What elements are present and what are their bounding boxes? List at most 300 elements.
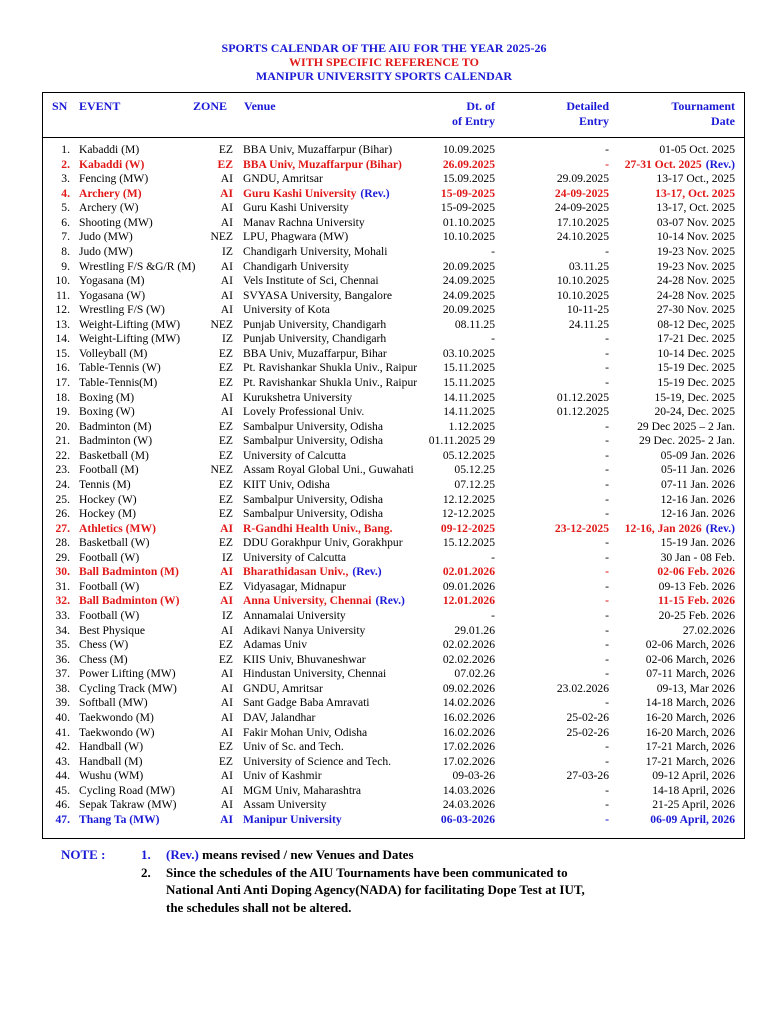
row-venue-text: Sambalpur University, Odisha: [243, 434, 383, 448]
row-tournament-date: [563, 522, 735, 537]
row-tournament-date: [563, 405, 735, 420]
row-tournament-date-text: 08-12 Dec, 2025: [657, 317, 735, 331]
row-detailed-entry: -: [605, 594, 609, 608]
row-venue-rev: (Rev.): [375, 594, 405, 608]
row-sn: 22.: [55, 448, 70, 462]
row-detailed-entry: -: [605, 507, 609, 521]
row-zone: NEZ: [210, 317, 233, 331]
row-tournament-date: [563, 784, 735, 799]
row-venue-text: Hindustan University, Chennai: [243, 667, 387, 681]
row-zone: AI: [220, 274, 233, 288]
row-detailed-entry: -: [605, 565, 609, 579]
row-venue: [243, 609, 346, 624]
row-venue: [243, 551, 346, 566]
row-detailed-entry: 24-09-2025: [554, 186, 609, 200]
col-header-venue: Venue: [244, 99, 276, 113]
row-tournament-date: [563, 274, 735, 289]
row-venue: [243, 201, 349, 216]
row-tournament-date-text: 13-17, Oct. 2025: [655, 186, 735, 200]
row-sn: 32.: [55, 594, 70, 608]
row-detailed-entry: -: [605, 638, 609, 652]
row-event: Yogasana (M): [79, 274, 145, 288]
table-row: [43, 478, 744, 493]
note-2-number: 2.: [141, 864, 151, 880]
row-tournament-date: [563, 638, 735, 653]
row-detailed-entry: 27-03-26: [566, 769, 609, 783]
row-detailed-entry: 01.12.2025: [556, 405, 609, 419]
row-venue-text: Annamalai University: [243, 609, 346, 622]
row-event: Wrestling F/S (W): [79, 303, 165, 317]
row-tournament-date-text: 05-11 Jan. 2026: [661, 463, 735, 477]
row-entry-date: 15.11.2025: [443, 376, 495, 389]
row-event: Judo (MW): [79, 244, 133, 258]
row-venue-text: R-Gandhi Health Univ., Bang.: [243, 521, 393, 535]
table-row: [43, 580, 744, 595]
row-sn: 29.: [55, 550, 70, 564]
row-detailed-entry: 23.02.2026: [556, 681, 609, 695]
row-zone: IZ: [222, 244, 233, 258]
row-tournament-date: [563, 463, 735, 478]
row-entry-date: 15-09-2025: [440, 201, 495, 215]
row-tournament-date: [563, 740, 735, 755]
row-tournament-date: [563, 289, 735, 304]
row-venue-text: Sambalpur University, Odisha: [243, 507, 383, 521]
row-detailed-entry: -: [605, 434, 609, 448]
row-venue: [243, 711, 315, 726]
table-row: [43, 609, 744, 624]
row-entry-date: 05.12.25: [454, 463, 495, 477]
row-venue-text: Assam University: [243, 798, 327, 812]
row-entry-date: 02.02.2026: [442, 638, 495, 652]
row-venue-text: MGM Univ, Maharashtra: [243, 783, 362, 797]
row-detailed-entry: -: [605, 536, 609, 550]
row-event: Hockey (W): [79, 492, 137, 506]
row-sn: 30.: [55, 565, 70, 579]
row-venue: [243, 172, 323, 187]
row-tournament-date-text: 03-07 Nov. 2025: [656, 215, 735, 229]
row-detailed-entry: 24-09-2025: [554, 201, 609, 215]
row-detailed-entry: 25-02-26: [566, 725, 609, 739]
row-tournament-date-text: 09-13, Mar 2026: [656, 681, 735, 695]
row-venue-text: Guru Kashi University: [243, 186, 357, 200]
row-entry-date: 07.02.26: [454, 667, 495, 681]
row-tournament-date-text: 14-18 April, 2026: [652, 783, 735, 797]
row-tournament-date-text: 15-19 Jan. 2026: [660, 536, 735, 550]
row-tournament-date: [563, 420, 735, 435]
row-detailed-entry: -: [605, 696, 609, 710]
row-tournament-date-text: 19-23 Nov. 2025: [656, 259, 735, 273]
row-sn: 15.: [55, 346, 70, 360]
row-event: Football (W): [79, 579, 140, 593]
row-sn: 4.: [61, 186, 70, 200]
row-zone: AI: [220, 521, 233, 535]
row-zone: EZ: [218, 638, 233, 652]
row-venue: [243, 274, 379, 289]
row-entry-date: 12.12.2025: [442, 492, 495, 506]
col-header-detailed-line1: Detailed: [566, 99, 609, 113]
row-event: Table-Tennis(M): [79, 376, 158, 389]
row-entry-date: 16.02.2026: [442, 710, 495, 724]
row-entry-date: 15.12.2025: [442, 536, 495, 550]
row-sn: 26.: [55, 507, 70, 521]
row-venue-text: BBA Univ, Muzaffarpur (Bihar): [243, 157, 402, 171]
row-venue: [243, 565, 382, 580]
row-sn: 27.: [55, 521, 70, 535]
row-entry-date: -: [491, 550, 495, 564]
table-row: [43, 653, 744, 668]
row-venue-text: University of Calcutta: [243, 550, 347, 564]
row-tournament-date: [563, 478, 735, 493]
row-zone: AI: [220, 667, 233, 681]
note-1-body: means revised / new Venues and Dates: [202, 847, 414, 862]
table-row: [43, 536, 744, 551]
row-tournament-date: [563, 755, 735, 770]
row-entry-date: 15-09-2025: [440, 186, 495, 200]
row-tournament-date-text: 07-11 March, 2026: [646, 667, 735, 681]
col-header-entry-date-line1: Dt. of: [466, 99, 495, 113]
row-zone: AI: [220, 681, 233, 695]
row-venue: [243, 347, 387, 362]
row-sn: 19.: [55, 405, 70, 419]
row-zone: EZ: [218, 361, 233, 375]
row-zone: AI: [220, 623, 233, 637]
row-sn: 2.: [61, 157, 70, 171]
row-entry-date: 09.02.2026: [442, 681, 495, 695]
row-event: Cycling Road (MW): [79, 783, 175, 797]
row-sn: 39.: [55, 696, 70, 710]
row-event: Power Lifting (MW): [79, 667, 176, 681]
row-venue: [243, 143, 392, 158]
row-event: Fencing (MW): [79, 172, 149, 186]
row-tournament-date: [563, 158, 735, 173]
row-event: Taekwondo (M): [79, 710, 154, 724]
row-zone: IZ: [222, 609, 233, 622]
row-venue-text: Assam Royal Global Uni., Guwahati: [243, 463, 414, 477]
row-detailed-entry: -: [605, 609, 609, 622]
row-venue: [243, 740, 344, 755]
row-zone: AI: [220, 201, 233, 215]
row-zone: AI: [220, 405, 233, 419]
row-sn: 46.: [55, 798, 70, 812]
row-sn: 25.: [55, 492, 70, 506]
row-tournament-date: [563, 624, 735, 639]
row-tournament-date-text: 15-19 Dec. 2025: [657, 376, 735, 389]
table-row: [43, 711, 744, 726]
row-entry-date: 17.02.2026: [442, 740, 495, 754]
row-tournament-date-text: 24-28 Nov. 2025: [656, 288, 735, 302]
table-row: [43, 391, 744, 406]
row-tournament-date: [563, 332, 735, 347]
row-tournament-date-text: 14-18 March, 2026: [645, 696, 735, 710]
row-sn: 33.: [55, 609, 70, 622]
row-tournament-date-text: 02-06 March, 2026: [645, 638, 735, 652]
row-venue-text: DDU Gorakhpur Univ, Gorakhpur: [243, 536, 403, 550]
row-tournament-rev: (Rev.): [705, 521, 735, 535]
row-sn: 24.: [55, 477, 70, 491]
row-sn: 13.: [55, 317, 70, 331]
row-zone: AI: [220, 172, 233, 186]
table-row: [43, 624, 744, 639]
row-venue-text: University of Kota: [243, 303, 330, 317]
row-event: Weight-Lifting (MW): [79, 317, 181, 331]
row-tournament-date: [563, 143, 735, 158]
row-detailed-entry: 23-12-2025: [554, 521, 609, 535]
row-venue-text: KIIS Univ, Bhuvaneshwar: [243, 652, 366, 666]
row-venue-text: LPU, Phagwara (MW): [243, 230, 349, 244]
row-entry-date: 10.09.2025: [442, 143, 495, 156]
row-event: Chess (W): [79, 638, 129, 652]
row-zone: EZ: [218, 346, 233, 360]
row-entry-date: 20.09.2025: [442, 303, 495, 317]
table-row: [43, 755, 744, 770]
row-tournament-date: [563, 609, 735, 624]
row-venue-text: Manav Rachna University: [243, 215, 365, 229]
row-zone: EZ: [218, 448, 233, 462]
row-tournament-date-text: 12-16 Jan. 2026: [660, 507, 735, 521]
row-entry-date: 14.11.2025: [443, 405, 495, 419]
row-tournament-date: [563, 798, 735, 813]
row-venue-text: DAV, Jalandhar: [243, 710, 316, 724]
document-title-block: [0, 41, 768, 83]
row-venue: [243, 303, 330, 318]
row-venue: [243, 449, 346, 464]
sports-calendar-table: [42, 92, 745, 839]
row-entry-date: 09-12-2025: [440, 521, 495, 535]
row-sn: 36.: [55, 652, 70, 666]
row-event: Boxing (M): [79, 390, 135, 404]
row-zone: EZ: [217, 157, 233, 171]
row-detailed-entry: -: [605, 812, 609, 826]
row-sn: 10.: [55, 274, 70, 288]
row-zone: EZ: [218, 579, 233, 593]
row-zone: AI: [220, 769, 233, 783]
row-tournament-date-text: 10-14 Dec. 2025: [657, 346, 735, 360]
row-venue-text: Sambalpur University, Odisha: [243, 419, 383, 433]
row-detailed-entry: -: [605, 244, 609, 258]
row-detailed-entry: -: [605, 361, 609, 375]
row-detailed-entry: -: [605, 783, 609, 797]
table-row: [43, 551, 744, 566]
row-tournament-date: [563, 187, 735, 202]
row-sn: 34.: [55, 623, 70, 637]
row-venue-text: GNDU, Amritsar: [243, 681, 323, 695]
row-event: Basketball (M): [79, 448, 149, 462]
row-zone: AI: [220, 288, 233, 302]
row-tournament-date: [563, 769, 735, 784]
row-detailed-entry: -: [605, 550, 609, 564]
row-event: Athletics (MW): [79, 521, 156, 535]
row-event: Best Physique: [79, 623, 146, 637]
row-tournament-date-text: 30 Jan - 08 Feb.: [660, 550, 735, 564]
col-header-tournament-line2: Date: [711, 114, 735, 128]
row-sn: 3.: [61, 172, 70, 186]
row-event: Football (W): [79, 609, 140, 622]
row-sn: 8.: [61, 244, 70, 258]
row-event: Badminton (M): [79, 419, 152, 433]
row-venue: [243, 726, 367, 741]
title-line-2: WITH SPECIFIC REFERENCE TO: [289, 55, 479, 69]
row-venue: [243, 507, 383, 522]
row-event: Ball Badminton (M): [79, 565, 179, 579]
row-entry-date: 05.12.2025: [442, 448, 495, 462]
table-row: [43, 594, 744, 609]
row-tournament-date-text: 13-17 Oct., 2025: [656, 172, 735, 186]
row-tournament-date: [563, 667, 735, 682]
row-event: Sepak Takraw (MW): [79, 798, 177, 812]
row-tournament-date-text: 21-25 April, 2026: [652, 798, 735, 812]
row-entry-date: 16.02.2026: [442, 725, 495, 739]
row-venue-text: Vels Institute of Sci, Chennai: [243, 274, 379, 288]
table-body: [43, 143, 744, 827]
row-tournament-date-text: 29 Dec. 2025- 2 Jan.: [639, 434, 735, 448]
row-venue: [243, 580, 346, 595]
col-header-detailed-entry: [513, 99, 609, 129]
row-tournament-date: [563, 391, 735, 406]
table-row: [43, 449, 744, 464]
row-venue: [243, 289, 392, 304]
row-venue-text: Sant Gadge Baba Amravati: [243, 696, 370, 710]
table-row: [43, 172, 744, 187]
row-tournament-date-text: 09-13 Feb. 2026: [658, 579, 735, 593]
row-venue: [243, 624, 365, 639]
row-tournament-date-text: 27-31 Oct. 2025: [624, 157, 702, 171]
row-detailed-entry: 25-02-26: [566, 710, 609, 724]
row-venue: [243, 478, 330, 493]
row-sn: 1.: [61, 143, 70, 156]
row-venue-text: Lovely Professional Univ.: [243, 405, 365, 419]
row-venue-text: Punjab University, Chandigarh: [243, 332, 387, 346]
row-detailed-entry: -: [605, 623, 609, 637]
row-venue-text: Sambalpur University, Odisha: [243, 492, 383, 506]
row-tournament-date-text: 12-16 Jan. 2026: [660, 492, 735, 506]
col-header-tournament-date: [635, 99, 735, 129]
row-entry-date: 07.12.25: [454, 477, 495, 491]
row-entry-date: 03.10.2025: [442, 346, 495, 360]
row-tournament-date-text: 17-21 March, 2026: [645, 754, 735, 768]
note-2-line-1: Since the schedules of the AIU Tournaments have been communicated to: [166, 864, 568, 880]
row-tournament-date: [563, 536, 735, 551]
row-entry-date: 06-03-2026: [440, 812, 495, 826]
row-zone: AI: [220, 186, 233, 200]
row-sn: 42.: [55, 740, 70, 754]
row-sn: 28.: [55, 536, 70, 550]
row-tournament-date-text: 05-09 Jan. 2026: [660, 448, 735, 462]
row-detailed-entry: -: [605, 419, 609, 433]
row-detailed-entry: 10-11-25: [566, 303, 609, 317]
row-sn: 37.: [55, 667, 70, 681]
row-venue-text: Kurukshetra University: [243, 390, 353, 404]
row-tournament-date-text: 13-17, Oct. 2025: [656, 201, 735, 215]
table-row: [43, 565, 744, 580]
col-header-event: EVENT: [79, 99, 121, 113]
row-detailed-entry: -: [605, 579, 609, 593]
row-event: Cycling Track (MW): [79, 681, 177, 695]
row-venue: [243, 318, 386, 333]
row-entry-date: 10.10.2025: [442, 230, 495, 244]
row-entry-date: -: [491, 244, 495, 258]
row-tournament-date: [563, 216, 735, 231]
table-row: [43, 726, 744, 741]
col-header-entry-date: [423, 99, 495, 129]
row-sn: 11.: [55, 288, 70, 302]
row-zone: AI: [220, 565, 233, 579]
table-row: [43, 318, 744, 333]
row-venue-text: Univ of Kashmir: [243, 769, 322, 783]
row-entry-date: 09-03-26: [452, 769, 495, 783]
col-header-entry-date-line2: of Entry: [452, 114, 495, 128]
col-header-zone: ZONE: [193, 99, 228, 113]
table-row: [43, 405, 744, 420]
row-tournament-date-text: 29 Dec 2025 – 2 Jan.: [637, 419, 735, 433]
row-event: Handball (M): [79, 754, 143, 768]
row-zone: AI: [220, 783, 233, 797]
row-event: Weight-Lifting (MW): [79, 332, 181, 346]
table-row: [43, 463, 744, 478]
row-tournament-date: [563, 376, 735, 391]
col-header-tournament-line1: Tournament: [671, 99, 735, 113]
row-venue: [243, 405, 364, 420]
row-event: Wushu (WM): [79, 769, 144, 783]
row-event: Football (M): [79, 463, 139, 477]
row-event: Ball Badminton (W): [79, 594, 180, 608]
row-tournament-date: [563, 813, 735, 828]
row-tournament-date-text: 10-14 Nov. 2025: [656, 230, 735, 244]
row-venue: [243, 434, 383, 449]
row-tournament-date-text: 19-23 Nov. 2025: [656, 244, 735, 258]
row-tournament-date: [563, 347, 735, 362]
row-tournament-date: [563, 565, 735, 580]
row-venue: [243, 638, 307, 653]
row-entry-date: 24.09.2025: [442, 274, 495, 288]
note-2-line-3: the schedules shall not be altered.: [166, 899, 352, 915]
row-entry-date: -: [491, 332, 495, 346]
row-venue: [243, 216, 365, 231]
row-sn: 41.: [55, 725, 70, 739]
row-sn: 45.: [55, 783, 70, 797]
row-zone: AI: [220, 303, 233, 317]
row-venue-text: Guru Kashi University: [243, 201, 349, 215]
table-row: [43, 740, 744, 755]
row-zone: EZ: [218, 740, 233, 754]
row-sn: 7.: [61, 230, 70, 244]
row-venue: [243, 667, 386, 682]
row-detailed-entry: -: [605, 798, 609, 812]
row-zone: EZ: [218, 477, 233, 491]
row-venue-text: Punjab University, Chandigarh: [243, 317, 387, 331]
row-sn: 18.: [55, 390, 70, 404]
row-sn: 12.: [55, 303, 70, 317]
row-venue-rev: (Rev.): [352, 565, 382, 579]
row-venue-text: Chandigarh University: [243, 259, 349, 273]
row-tournament-date-text: 02-06 March, 2026: [645, 652, 735, 666]
row-venue: [243, 769, 322, 784]
row-tournament-date-text: 17-21 March, 2026: [645, 740, 735, 754]
row-entry-date: 09.01.2026: [442, 579, 495, 593]
row-entry-date: -: [491, 609, 495, 622]
row-venue: [243, 653, 366, 668]
row-entry-date: 12-12.2025: [441, 507, 495, 521]
row-venue-text: GNDU, Amritsar: [243, 172, 323, 186]
row-detailed-entry: 17.10.2025: [556, 215, 609, 229]
row-venue: [243, 696, 370, 711]
row-sn: 16.: [55, 361, 70, 375]
row-tournament-date-text: 20-24, Dec. 2025: [654, 405, 735, 419]
row-tournament-date: [563, 303, 735, 318]
row-tournament-date: [563, 696, 735, 711]
row-zone: IZ: [222, 332, 233, 346]
row-tournament-date-text: 17-21 Dec. 2025: [657, 332, 735, 346]
row-detailed-entry: 03.11.25: [568, 259, 609, 273]
